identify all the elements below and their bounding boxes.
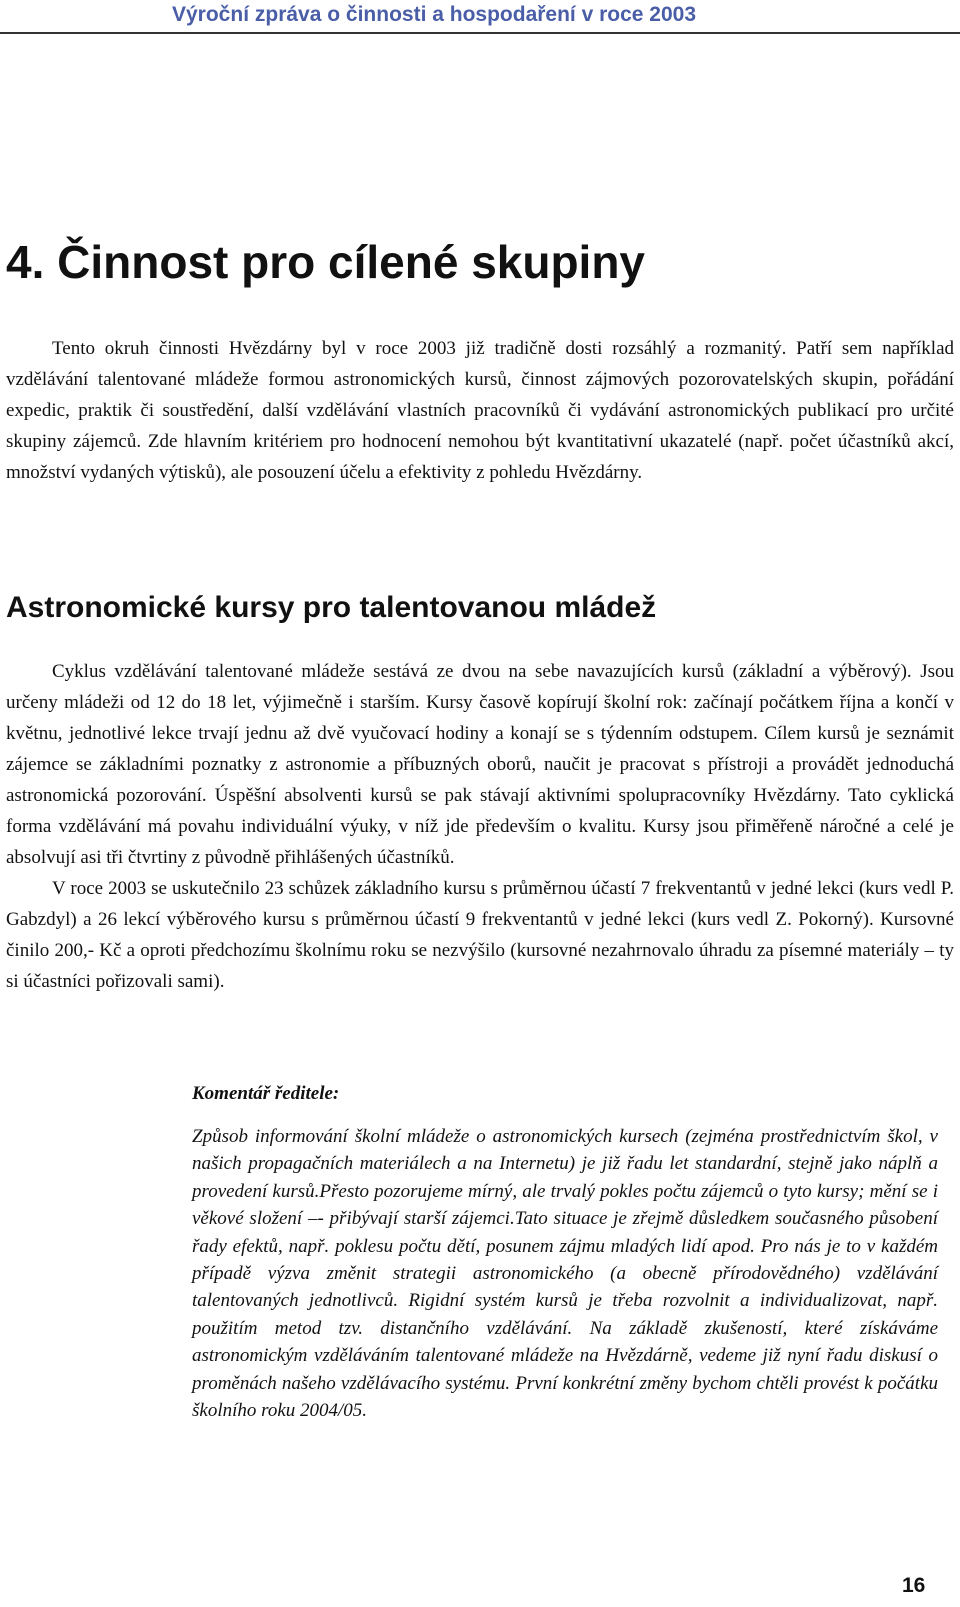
- chapter-intro: [6, 333, 954, 488]
- page-number: 16: [902, 1574, 926, 1597]
- header-divider: [0, 32, 960, 34]
- course-statistics-paragraph: V roce 2003 se uskutečnilo 23 schůzek základního kursu s průměrnou účastí 7 frekventantů v jedné lekci (kurs vedl P. Gabzdyl) a 26 lekcí výběrového kursu s průměrnou účastí 9 frekventantů v jedné lekci (kurs vedl Z. Pokorný). Kursovné činilo 200,- Kč a oproti předchozímu školnímu roku se nezvýšilo (kursovné nezahrnovalo úhradu za písemné materiály – ty si účastníci pořizovali sami).: [6, 878, 954, 992]
- report-header-title: Výroční zpráva o činnosti a hospodaření v roce 2003: [172, 3, 697, 26]
- section-body: [6, 656, 954, 997]
- intro-paragraph: Tento okruh činnosti Hvězdárny byl v roce 2003 již tradičně dosti rozsáhlý a rozmanitý. Patří sem například vzdělávání talentované mládeže formou astronomických kursů, činnost zájmových pozorovatelských skupin, pořádání expedic, praktik či soustředění, další vzdělávání vlastních pracovníků či vydávání astronomických publikací pro určité skupiny zájemců. Zde hlavním kritériem pro hodnocení nemohou být kvantitativní ukazatelé (např. počet účastníků akcí, množství vydaných výtisků), ale posouzení účelu a efektivity z pohledu Hvězdárny.: [6, 338, 954, 483]
- director-comment-text: Způsob informování školní mládeže o astronomických kursech (zejména prostřednictvím škol, v našich propagačních materiálech a na Internetu) je již řadu let standardní, stejně jako náplň a provedení kursů.Přesto pozorujeme mírný, ale trvalý pokles počtu zájemců o tyto kursy; mění se i věkové složení –- přibývají starší zájemci.Tato situace je zřejmě důsledkem současného působení řady efektů, např. poklesu počtu dětí, posunem zájmu mladých lidí apod. Pro nás je to v každém případě výzva změnit strategii astronomického (a obecně přírodovědného) vzdělávání talentovaných jednotlivců. Rigidní systém kursů je třeba rozvolnit a individualizovat, např. použitím metod tzv. distančního vzdělávání. Na základě zkušeností, které získáváme astronomickým vzděláváním talentované mládeže na Hvězdárně, vedeme již nyní řadu diskusí o proměnách našeho vzdělávacího systému. První konkrétní změny bychom chtěli provést k počátku školního roku 2004/05.: [192, 1126, 938, 1422]
- course-description-paragraph: Cyklus vzdělávání talentované mládeže sestává ze dvou na sebe navazujících kursů (základní a výběrový). Jsou určeny mládeži od 12 do 18 let, výjimečně i starším. Kursy časově kopírují školní rok: začínají počátkem října a končí v květnu, jednotlivé lekce trvají jednu až dvě vyučovací hodiny a konají se s týdenním odstupem. Cílem kursů je seznámit zájemce se základními poznatky z astronomie a příbuzných oborů, naučit je pracovat s přístroji a provádět jednoduchá astronomická pozorování. Úspěšní absolventi kursů se pak stávají aktivními spolupracovníky Hvězdárny. Tato cyklická forma vzdělávání má povahu individuální výuky, v níž jde především o kvalitu. Kursy jsou přiměřeně náročné a celé je absolvují asi tři čtvrtiny z původně přihlášených účastníků.: [6, 661, 954, 868]
- director-comment-label: Komentář ředitele:: [192, 1083, 340, 1104]
- page-header: [0, 0, 960, 34]
- chapter-title: 4. Činnost pro cílené skupiny: [6, 236, 646, 288]
- section-title: Astronomické kursy pro talentovanou mládež: [6, 591, 657, 624]
- director-comment: [192, 1078, 938, 1424]
